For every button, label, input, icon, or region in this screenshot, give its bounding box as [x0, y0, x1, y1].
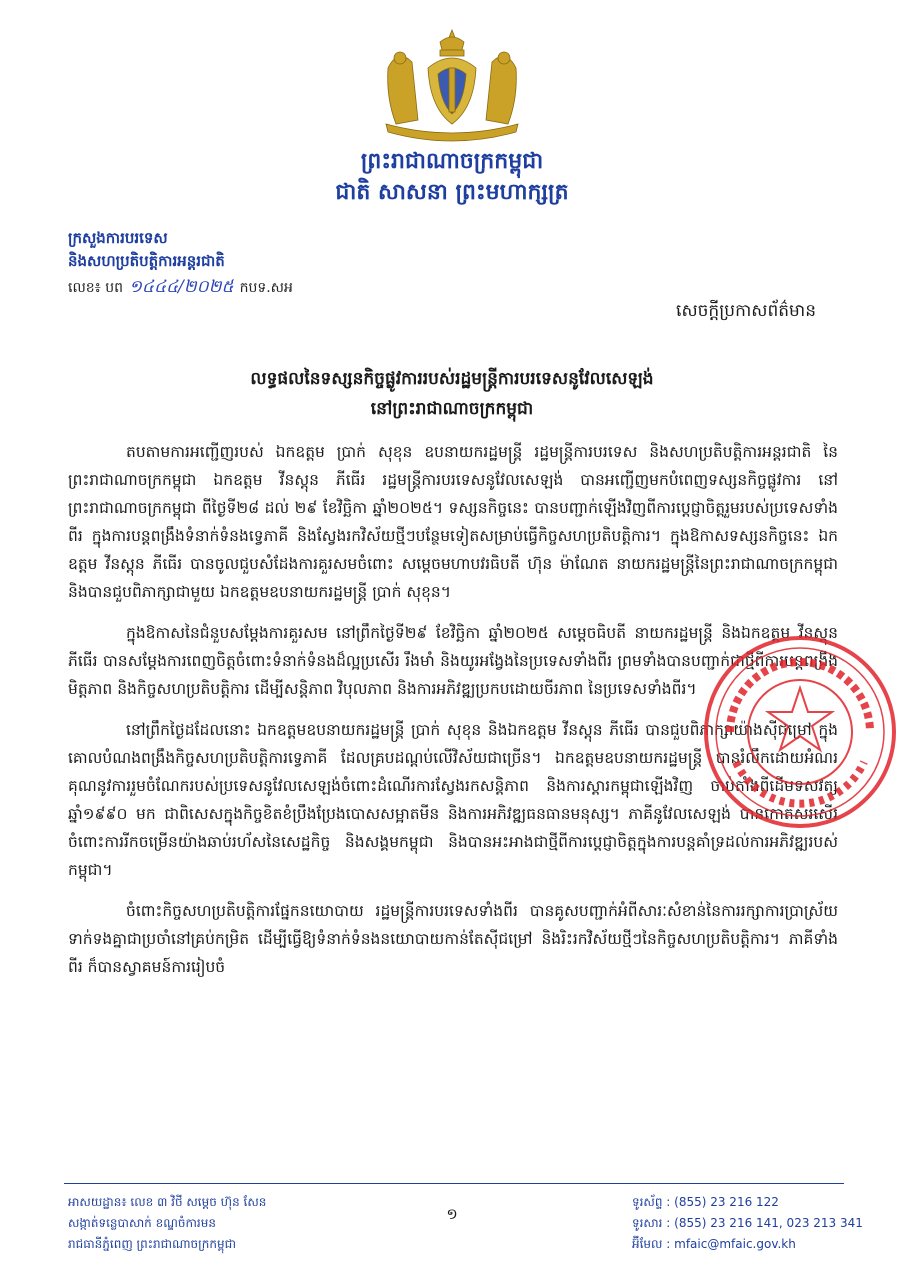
- body-paragraph: តបតាមការអញ្ជើញរបស់ ឯកឧត្តម ប្រាក់ សុខុន ឧបនាយករដ្ឋមន្ត្រី រដ្ឋមន្ត្រីការបរទេស និងសហប្រតិបត្តិការអន្តរជាតិ នៃព្រះរាជាណាចក្រកម្ពុជា ឯកឧត្តម វីនស្តុន ភីធើរ រដ្ឋមន្ត្រីការបរទេសនូវែលសេឡង់ បានអញ្ជើញមកបំពេញទស្សនកិច្ចផ្លូវការ នៅព្រះរាជាណាចក្រកម្ពុជា ពីថ្ងៃទី២៨ ដល់ ២៩ ខែវិច្ឆិកា ឆ្នាំ២០២៥។ ទស្សនកិច្ចនេះ បានបញ្ជាក់ឡើងវិញពីការប្តេជ្ញាចិត្តរួមរបស់ប្រទេសទាំងពីរ ក្នុងការបន្តពង្រឹងទំនាក់ទំនងទ្វេភាគី និងស្វែងរកវិស័យថ្មីៗបន្ថែមទៀតសម្រាប់ធ្វើកិច្ចសហប្រតិបត្តិការ។ ក្នុងឱកាសទស្សនកិច្ចនេះ ឯកឧត្តម វីនស្តុន ភីធើរ បានចូលជួបសំដែងការគួរសមចំពោះ សម្តេចមហាបវរធិបតី ហ៊ុន ម៉ាណែត នាយករដ្ឋមន្ត្រីនៃព្រះរាជាណាចក្រកម្ពុជា និងបានជួបពិភាក្សាជាមួយ ឯកឧត្តមឧបនាយករដ្ឋមន្ត្រី ប្រាក់ សុខុន។: [68, 443, 838, 601]
- address-line: រាជធានីភ្នំពេញ ព្រះរាជាណាចក្រកម្ពុជា: [68, 1237, 236, 1251]
- ref-prefix: លេខ៖ បព: [68, 280, 124, 296]
- body-paragraph: ចំពោះកិច្ចសហប្រតិបត្តិការផ្នែកនយោបាយ រដ្ឋមន្ត្រីការបរទេសទាំងពីរ បានគូសបញ្ជាក់អំពីសារៈសំខាន់នៃការរក្សាការប្រាស្រ័យទាក់ទងគ្នាជាប្រចាំនៅគ្រប់កម្រិត ដើម្បីធ្វើឱ្យទំនាក់ទំនងនយោបាយកាន់តែស៊ីជម្រៅ និងរិះរកវិស័យថ្មីៗនៃកិច្ចសហប្រតិបត្តិការ។ ភាគីទាំងពីរ ក៏បានស្វាគមន៍ការរៀបចំ: [68, 902, 838, 976]
- ref-handwritten-number: ១៤៤៤/២០២៥: [129, 277, 234, 297]
- reference-number: [68, 276, 293, 301]
- ref-suffix: កបទ.សអ: [239, 280, 293, 296]
- address-line: អាសយដ្ឋាន៖ លេខ ៣ វិថី សម្តេច ហ៊ុន សែន: [68, 1195, 267, 1209]
- document-type: សេចក្តីប្រកាសព័ត៌មាន: [676, 301, 816, 321]
- national-motto: ជាតិ សាសនា ព្រះមហាក្សត្រ: [335, 180, 569, 205]
- phone-number: ទូរស័ព្ទ : (855) 23 216 122: [632, 1195, 779, 1209]
- kingdom-title: ព្រះរាជាណាចក្រកម្ពុជា: [360, 149, 544, 174]
- royal-coat-of-arms-icon: [378, 28, 526, 146]
- fax-number: ទូរសារ : (855) 23 216 141, 023 213 341: [632, 1216, 863, 1230]
- document-title-line1: លទ្ធផលនៃទស្សនកិច្ចផ្លូវការរបស់រដ្ឋមន្ត្រីការបរទេសនូវែលសេឡង់: [250, 369, 654, 389]
- address-line: សង្កាត់ទន្លេបាសាក់ ខណ្ឌចំការមន: [68, 1216, 216, 1230]
- official-red-seal-icon: [700, 632, 900, 832]
- page-number: ១: [446, 1205, 458, 1223]
- document-title-line2: នៅព្រះរាជាណាចក្រកម្ពុជា: [370, 399, 534, 419]
- ministry-name-line1: ក្រសួងការបរទេស: [68, 229, 168, 247]
- email-address[interactable]: អ៊ីមែល : mfaic@mfaic.gov.kh: [632, 1237, 796, 1251]
- body-paragraph: នៅព្រឹកថ្ងៃដដែលនោះ ឯកឧត្តមឧបនាយករដ្ឋមន្ត្រី ប្រាក់ សុខុន និងឯកឧត្តម វីនស្តុន ភីធើរ បានជួបពិភាក្សាយ៉ាងស៊ីជម្រៅ ក្នុងគោលបំណងពង្រឹងកិច្ចសហប្រតិបត្តិការទ្វេភាគី ដែលគ្របដណ្តប់លើវិស័យជាច្រើន។ ឯកឧត្តមឧបនាយករដ្ឋមន្ត្រី បានរំលឹកដោយអំណរគុណនូវការរួមចំណែករបស់ប្រទេសនូវែលសេឡង់ចំពោះដំណើរការស្វែងរកសន្តិភាព និងការស្តារកម្ពុជាឡើងវិញ ចាប់តាំងពីដើមទសវត្សឆ្នាំ១៩៩០ មក ជាពិសេសក្នុងកិច្ចខិតខំប្រឹងប្រែងបោសសម្អាតមីន និងការអភិវឌ្ឍធនធានមនុស្ស។ ភាគីនូវែលសេឡង់ បានកោតសរសើរចំពោះការរីកចម្រើនយ៉ាងឆាប់រហ័សនៃសេដ្ឋកិច្ច និងសង្គមកម្ពុជា និងបានអះអាងជាថ្មីពីការប្តេជ្ញាចិត្តក្នុងការបន្តគាំទ្រដល់ការអភិវឌ្ឍរបស់កម្ពុជា។: [68, 721, 838, 879]
- body-paragraph: ក្នុងឱកាសនៃជំនួបសម្តែងការគួរសម នៅព្រឹកថ្ងៃទី២៩ ខែវិច្ឆិកា ឆ្នាំ២០២៥ សម្តេចធិបតី នាយករដ្ឋមន្ត្រី និងឯកឧត្តម វីនស្តុន ភីធើរ បានសម្តែងការពេញចិត្តចំពោះទំនាក់ទំនងដ៏ល្អប្រសើរ រឹងមាំ និងយូរអង្វែងនៃប្រទេសទាំងពីរ ព្រមទាំងបានបញ្ជាក់ជាថ្មីពីការបន្តពង្រឹងមិត្តភាព និងកិច្ចសហប្រតិបត្តិការ ដើម្បីសន្តិភាព វិបុលភាព និងការអភិវឌ្ឍប្រកបដោយចីរភាព នៃប្រទេសទាំងពីរ។: [68, 624, 838, 698]
- footer-contact: [632, 1192, 863, 1255]
- footer-divider: [64, 1183, 844, 1184]
- ministry-name-line2: និងសហប្រតិបត្តិការអន្តរជាតិ: [68, 252, 225, 270]
